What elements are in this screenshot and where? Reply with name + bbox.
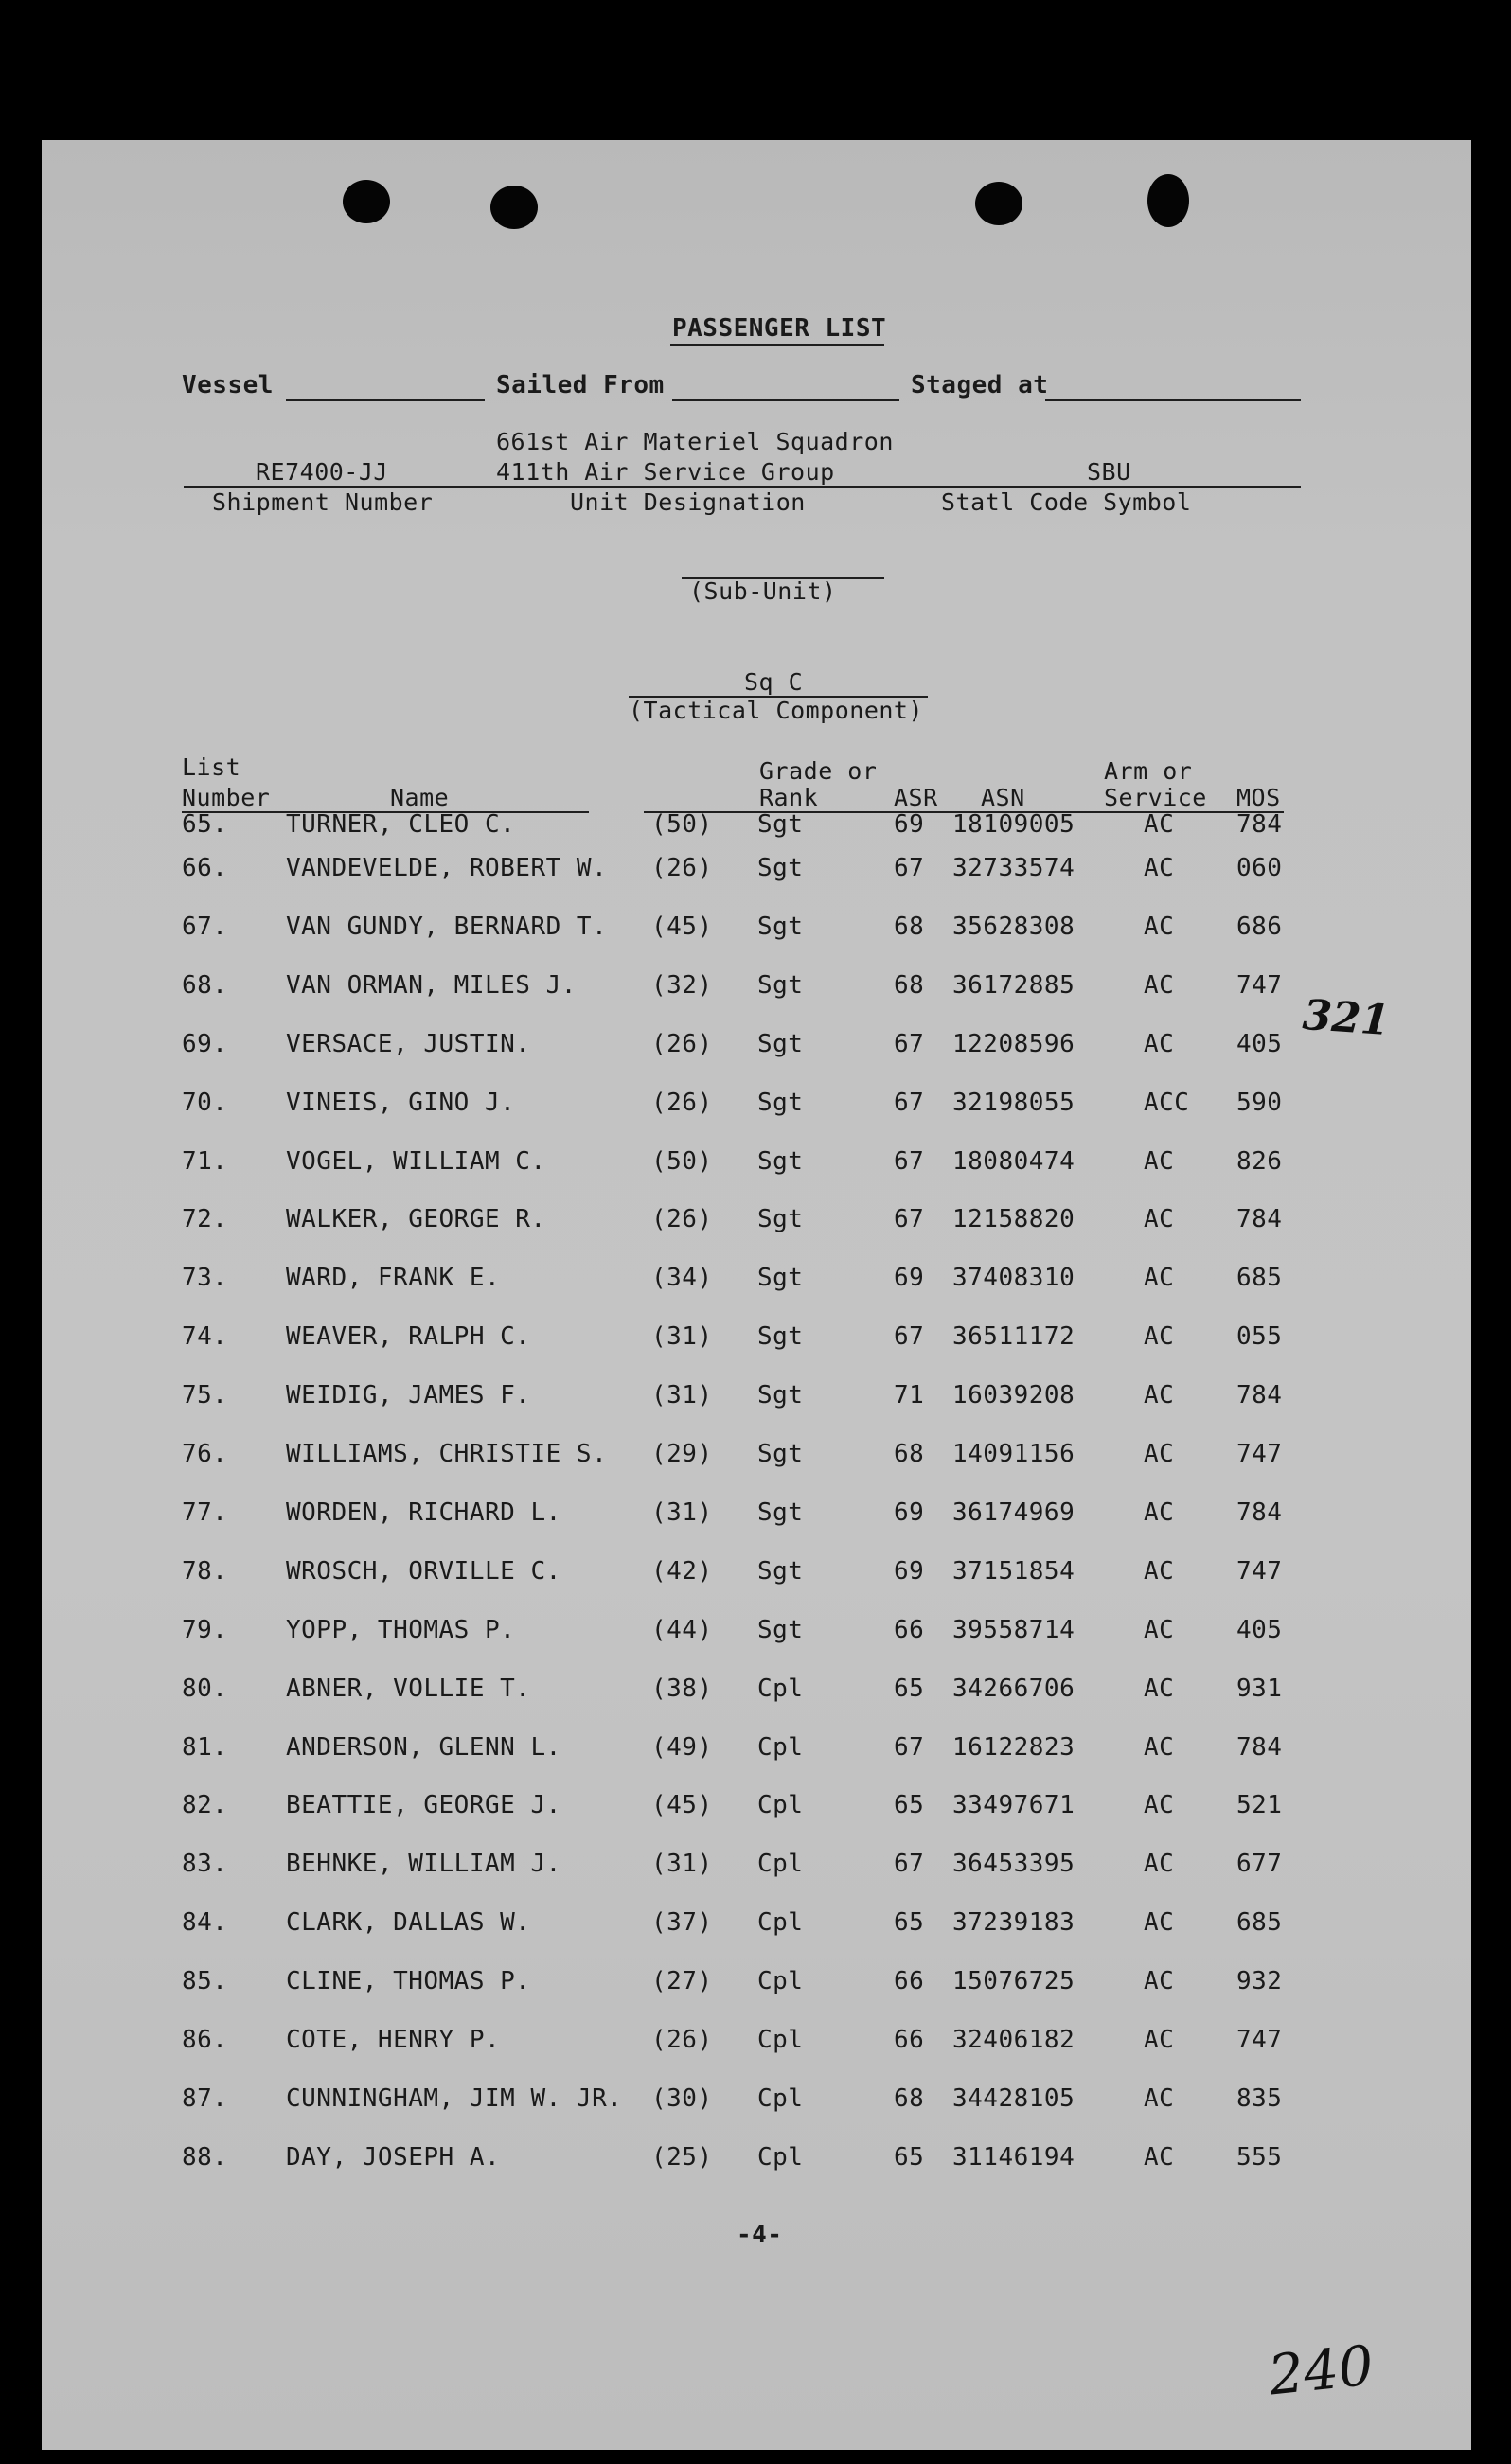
- passenger-asr: 68: [894, 970, 925, 1000]
- passenger-asn: 37239183: [952, 1908, 1075, 1938]
- passenger-name: WEIDIG, JAMES F.: [286, 1381, 531, 1410]
- passenger-arm: AC: [1144, 1791, 1175, 1820]
- passenger-name: WILLIAMS, CHRISTIE S.: [286, 1440, 608, 1468]
- passenger-mos: 521: [1236, 1791, 1283, 1820]
- passenger-name: WALKER, GEORGE R.: [286, 1205, 546, 1234]
- title-underline: [670, 344, 884, 346]
- passenger-asr: 69: [894, 1264, 925, 1293]
- passenger-mos: 685: [1236, 1264, 1283, 1293]
- passenger-age: (26): [651, 854, 713, 882]
- stat-code-label: Statl Code Symbol: [941, 488, 1192, 516]
- list-number: 87.: [182, 2083, 228, 2113]
- list-number: 83.: [182, 1850, 228, 1879]
- passenger-asr: 66: [894, 1615, 925, 1644]
- passenger-asr: 67: [894, 1850, 925, 1879]
- punch-hole: [1147, 174, 1189, 227]
- passenger-mos: 784: [1236, 810, 1283, 839]
- list-number: 88.: [182, 2142, 228, 2172]
- passenger-age: (50): [651, 1146, 713, 1176]
- passenger-asn: 35628308: [952, 912, 1075, 941]
- passenger-age: (32): [651, 970, 713, 1000]
- table-row: [0, 1733, 1511, 1771]
- unit-designation-label: Unit Designation: [570, 488, 806, 516]
- passenger-rank: Sgt: [757, 810, 804, 839]
- passenger-mos: 677: [1236, 1850, 1283, 1879]
- vessel-label: Vessel: [182, 371, 274, 399]
- passenger-rank: Cpl: [757, 1850, 804, 1879]
- tactical-component-value: Sq C: [744, 668, 804, 696]
- passenger-asn: 32198055: [952, 1088, 1075, 1117]
- passenger-name: VOGEL, WILLIAM C.: [286, 1146, 546, 1176]
- passenger-rank: Sgt: [757, 1029, 804, 1058]
- passenger-asr: 65: [894, 1791, 925, 1820]
- passenger-asn: 36511172: [952, 1322, 1075, 1352]
- passenger-asr: 65: [894, 1908, 925, 1938]
- list-number: 69.: [182, 1029, 228, 1058]
- punch-hole: [490, 186, 538, 229]
- passenger-asn: 36174969: [952, 1498, 1075, 1527]
- passenger-rank: Sgt: [757, 1556, 804, 1586]
- list-number: 76.: [182, 1440, 228, 1468]
- passenger-arm: AC: [1144, 1264, 1175, 1293]
- passenger-name: VERSACE, JUSTIN.: [286, 1029, 531, 1058]
- passenger-asn: 37151854: [952, 1556, 1075, 1586]
- passenger-name: CUNNINGHAM, JIM W. JR.: [286, 2083, 623, 2113]
- passenger-mos: 931: [1236, 1674, 1283, 1703]
- passenger-name: VAN ORMAN, MILES J.: [286, 970, 577, 1000]
- passenger-asr: 68: [894, 912, 925, 941]
- table-row: [0, 913, 1511, 950]
- passenger-age: (50): [651, 810, 713, 839]
- table-row: [0, 1089, 1511, 1126]
- passenger-table: [0, 810, 1511, 2211]
- table-row: [0, 1322, 1511, 1360]
- passenger-asr: 65: [894, 1674, 925, 1703]
- passenger-asr: 68: [894, 2083, 925, 2113]
- staged-at-label: Staged at: [911, 371, 1049, 399]
- passenger-age: (31): [651, 1381, 713, 1410]
- list-number: 72.: [182, 1205, 228, 1234]
- header-number: Number: [182, 784, 271, 811]
- passenger-asr: 66: [894, 2026, 925, 2054]
- passenger-age: (26): [651, 2026, 713, 2054]
- passenger-arm: AC: [1144, 1732, 1175, 1762]
- passenger-rank: Sgt: [757, 1381, 804, 1410]
- list-number: 77.: [182, 1498, 228, 1527]
- passenger-asr: 67: [894, 1205, 925, 1234]
- passenger-rank: Sgt: [757, 1205, 804, 1234]
- table-row: [0, 1147, 1511, 1185]
- passenger-age: (34): [651, 1264, 713, 1293]
- unit-designation-line1: 661st Air Materiel Squadron: [496, 428, 894, 455]
- passenger-mos: 826: [1236, 1146, 1283, 1176]
- passenger-asn: 39558714: [952, 1615, 1075, 1644]
- header-rank: Rank: [759, 784, 819, 811]
- passenger-mos: 747: [1236, 1440, 1283, 1468]
- passenger-arm: ACC: [1144, 1088, 1190, 1117]
- passenger-name: DAY, JOSEPH A.: [286, 2142, 501, 2172]
- passenger-asn: 32406182: [952, 2026, 1075, 2054]
- passenger-mos: 685: [1236, 1908, 1283, 1938]
- passenger-rank: Sgt: [757, 912, 804, 941]
- list-number: 85.: [182, 1967, 228, 1996]
- passenger-asr: 67: [894, 1146, 925, 1176]
- page-number: -4-: [737, 2221, 783, 2249]
- passenger-name: CLARK, DALLAS W.: [286, 1908, 531, 1938]
- passenger-mos: 555: [1236, 2142, 1283, 2172]
- passenger-arm: AC: [1144, 1146, 1175, 1176]
- list-number: 65.: [182, 810, 228, 839]
- passenger-mos: 835: [1236, 2083, 1283, 2113]
- passenger-mos: 932: [1236, 1967, 1283, 1996]
- passenger-age: (25): [651, 2142, 713, 2172]
- table-row: [0, 1908, 1511, 1946]
- passenger-arm: AC: [1144, 2142, 1175, 2172]
- passenger-age: (44): [651, 1615, 713, 1644]
- passenger-arm: AC: [1144, 810, 1175, 839]
- table-row: [0, 1967, 1511, 2005]
- sailed-from-label: Sailed From: [496, 371, 665, 399]
- passenger-asn: 16039208: [952, 1381, 1075, 1410]
- passenger-arm: AC: [1144, 1322, 1175, 1352]
- passenger-mos: 784: [1236, 1381, 1283, 1410]
- passenger-asn: 32733574: [952, 854, 1075, 882]
- list-number: 84.: [182, 1908, 228, 1938]
- passenger-age: (26): [651, 1205, 713, 1234]
- table-row: [0, 1205, 1511, 1243]
- list-number: 86.: [182, 2026, 228, 2054]
- passenger-rank: Sgt: [757, 1088, 804, 1117]
- passenger-name: CLINE, THOMAS P.: [286, 1967, 531, 1996]
- passenger-mos: 747: [1236, 2026, 1283, 2054]
- passenger-rank: Sgt: [757, 1322, 804, 1352]
- passenger-rank: Sgt: [757, 1440, 804, 1468]
- passenger-rank: Sgt: [757, 1264, 804, 1293]
- passenger-name: BEHNKE, WILLIAM J.: [286, 1850, 561, 1879]
- passenger-arm: AC: [1144, 970, 1175, 1000]
- handwritten-number: 240: [1265, 2332, 1377, 2408]
- sub-unit-label: (Sub-Unit): [689, 577, 837, 605]
- passenger-age: (26): [651, 1029, 713, 1058]
- list-number: 75.: [182, 1381, 228, 1410]
- passenger-rank: Sgt: [757, 1615, 804, 1644]
- passenger-asr: 67: [894, 1029, 925, 1058]
- list-number: 81.: [182, 1732, 228, 1762]
- passenger-name: COTE, HENRY P.: [286, 2026, 501, 2054]
- passenger-name: ANDERSON, GLENN L.: [286, 1732, 561, 1762]
- passenger-asr: 69: [894, 1556, 925, 1586]
- list-number: 71.: [182, 1146, 228, 1176]
- passenger-asn: 37408310: [952, 1264, 1075, 1293]
- header-arm: Arm or: [1104, 757, 1193, 785]
- passenger-asn: 12208596: [952, 1029, 1075, 1058]
- passenger-mos: 784: [1236, 1205, 1283, 1234]
- unit-designation-line2: 411th Air Service Group: [496, 458, 835, 486]
- passenger-asr: 67: [894, 1322, 925, 1352]
- passenger-asn: 18109005: [952, 810, 1075, 839]
- table-row: [0, 1850, 1511, 1888]
- punch-hole: [343, 180, 390, 223]
- passenger-arm: AC: [1144, 2083, 1175, 2113]
- passenger-asr: 65: [894, 2142, 925, 2172]
- passenger-mos: 686: [1236, 912, 1283, 941]
- passenger-asr: 66: [894, 1967, 925, 1996]
- passenger-mos: 747: [1236, 1556, 1283, 1586]
- passenger-arm: AC: [1144, 1908, 1175, 1938]
- passenger-asr: 67: [894, 854, 925, 882]
- header-asn: ASN: [981, 784, 1025, 811]
- passenger-name: WROSCH, ORVILLE C.: [286, 1556, 561, 1586]
- passenger-mos: 055: [1236, 1322, 1283, 1352]
- header-name: Name: [390, 784, 450, 811]
- passenger-arm: AC: [1144, 2026, 1175, 2054]
- passenger-name: WARD, FRANK E.: [286, 1264, 501, 1293]
- passenger-age: (31): [651, 1322, 713, 1352]
- list-number: 80.: [182, 1674, 228, 1703]
- passenger-arm: AC: [1144, 1381, 1175, 1410]
- passenger-age: (31): [651, 1850, 713, 1879]
- passenger-age: (45): [651, 912, 713, 941]
- passenger-asr: 68: [894, 1440, 925, 1468]
- passenger-age: (45): [651, 1791, 713, 1820]
- passenger-age: (49): [651, 1732, 713, 1762]
- passenger-rank: Cpl: [757, 1967, 804, 1996]
- passenger-asn: 14091156: [952, 1440, 1075, 1468]
- list-number: 79.: [182, 1615, 228, 1644]
- passenger-rank: Cpl: [757, 2083, 804, 2113]
- tactical-component-label: (Tactical Component): [629, 697, 924, 724]
- passenger-rank: Sgt: [757, 854, 804, 882]
- table-row: [0, 971, 1511, 1009]
- passenger-age: (30): [651, 2083, 713, 2113]
- table-row: [0, 1440, 1511, 1478]
- header-mos: MOS: [1236, 784, 1281, 811]
- passenger-arm: AC: [1144, 1850, 1175, 1879]
- list-number: 66.: [182, 854, 228, 882]
- table-row: [0, 2026, 1511, 2064]
- passenger-asr: 69: [894, 810, 925, 839]
- list-number: 73.: [182, 1264, 228, 1293]
- table-row: [0, 1264, 1511, 1302]
- list-number: 82.: [182, 1791, 228, 1820]
- passenger-mos: 405: [1236, 1029, 1283, 1058]
- passenger-arm: AC: [1144, 912, 1175, 941]
- passenger-asn: 33497671: [952, 1791, 1075, 1820]
- passenger-mos: 784: [1236, 1732, 1283, 1762]
- passenger-arm: AC: [1144, 1205, 1175, 1234]
- header-asr: ASR: [894, 784, 938, 811]
- passenger-rank: Cpl: [757, 2142, 804, 2172]
- passenger-rank: Cpl: [757, 2026, 804, 2054]
- passenger-name: YOPP, THOMAS P.: [286, 1615, 516, 1644]
- passenger-name: TURNER, CLEO C.: [286, 810, 516, 839]
- passenger-arm: AC: [1144, 1498, 1175, 1527]
- header-grade: Grade or: [759, 757, 878, 785]
- header-list: List: [182, 753, 241, 781]
- passenger-name: WEAVER, RALPH C.: [286, 1322, 531, 1352]
- passenger-age: (42): [651, 1556, 713, 1586]
- passenger-mos: 060: [1236, 854, 1283, 882]
- passenger-asr: 71: [894, 1381, 925, 1410]
- document-title: PASSENGER LIST: [672, 314, 887, 343]
- passenger-asn: 31146194: [952, 2142, 1075, 2172]
- stamp-number: 321: [1301, 990, 1392, 1046]
- passenger-asn: 36453395: [952, 1850, 1075, 1879]
- table-row: [0, 1616, 1511, 1654]
- passenger-age: (38): [651, 1674, 713, 1703]
- passenger-rank: Sgt: [757, 970, 804, 1000]
- passenger-rank: Cpl: [757, 1674, 804, 1703]
- passenger-asr: 67: [894, 1088, 925, 1117]
- passenger-asn: 16122823: [952, 1732, 1075, 1762]
- passenger-name: VINEIS, GINO J.: [286, 1088, 516, 1117]
- passenger-age: (29): [651, 1440, 713, 1468]
- table-row: [0, 2143, 1511, 2181]
- passenger-rank: Cpl: [757, 1732, 804, 1762]
- passenger-asn: 12158820: [952, 1205, 1075, 1234]
- table-row: [0, 1675, 1511, 1712]
- passenger-asn: 18080474: [952, 1146, 1075, 1176]
- list-number: 74.: [182, 1322, 228, 1352]
- punch-hole: [975, 182, 1022, 225]
- list-number: 78.: [182, 1556, 228, 1586]
- shipment-number-value: RE7400-JJ: [256, 458, 388, 486]
- passenger-arm: AC: [1144, 854, 1175, 882]
- passenger-asn: 34428105: [952, 2083, 1075, 2113]
- passenger-age: (31): [651, 1498, 713, 1527]
- passenger-asr: 67: [894, 1732, 925, 1762]
- list-number: 67.: [182, 912, 228, 941]
- table-row: [0, 2084, 1511, 2122]
- passenger-mos: 784: [1236, 1498, 1283, 1527]
- list-number: 70.: [182, 1088, 228, 1117]
- table-row: [0, 854, 1511, 892]
- passenger-name: VANDEVELDE, ROBERT W.: [286, 854, 608, 882]
- passenger-mos: 405: [1236, 1615, 1283, 1644]
- table-row: [0, 1557, 1511, 1595]
- table-row: [0, 1498, 1511, 1536]
- passenger-rank: Cpl: [757, 1791, 804, 1820]
- passenger-name: ABNER, VOLLIE T.: [286, 1674, 531, 1703]
- passenger-arm: AC: [1144, 1556, 1175, 1586]
- passenger-arm: AC: [1144, 1440, 1175, 1468]
- passenger-age: (27): [651, 1967, 713, 1996]
- staged-at-blank: [1045, 399, 1301, 401]
- passenger-rank: Cpl: [757, 1908, 804, 1938]
- list-number: 68.: [182, 970, 228, 1000]
- passenger-name: BEATTIE, GEORGE J.: [286, 1791, 561, 1820]
- passenger-age: (37): [651, 1908, 713, 1938]
- passenger-name: VAN GUNDY, BERNARD T.: [286, 912, 608, 941]
- passenger-mos: 590: [1236, 1088, 1283, 1117]
- sailed-from-blank: [672, 399, 899, 401]
- passenger-asn: 15076725: [952, 1967, 1075, 1996]
- passenger-mos: 747: [1236, 970, 1283, 1000]
- passenger-arm: AC: [1144, 1615, 1175, 1644]
- table-row: [0, 1791, 1511, 1829]
- passenger-arm: AC: [1144, 1967, 1175, 1996]
- passenger-asr: 69: [894, 1498, 925, 1527]
- shipment-number-label: Shipment Number: [212, 488, 434, 516]
- stat-code-value: SBU: [1087, 458, 1131, 486]
- passenger-arm: AC: [1144, 1674, 1175, 1703]
- passenger-name: WORDEN, RICHARD L.: [286, 1498, 561, 1527]
- vessel-blank: [286, 399, 485, 401]
- passenger-asn: 36172885: [952, 970, 1075, 1000]
- passenger-arm: AC: [1144, 1029, 1175, 1058]
- passenger-asn: 34266706: [952, 1674, 1075, 1703]
- table-row: [0, 1381, 1511, 1419]
- passenger-rank: Sgt: [757, 1146, 804, 1176]
- table-row: [0, 1030, 1511, 1068]
- table-row: [0, 810, 1511, 848]
- passenger-age: (26): [651, 1088, 713, 1117]
- header-service: Service: [1104, 784, 1207, 811]
- passenger-rank: Sgt: [757, 1498, 804, 1527]
